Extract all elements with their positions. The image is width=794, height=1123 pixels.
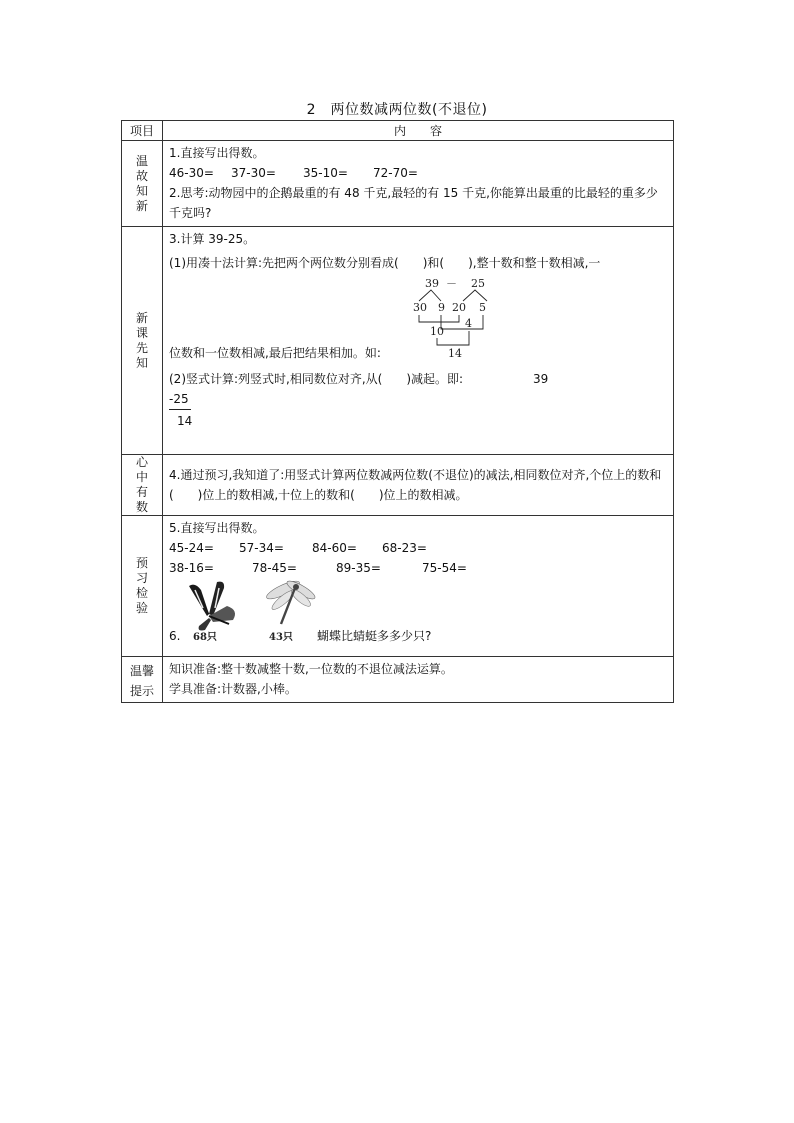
- page-title: 2 两位数减两位数(不退位): [306, 102, 488, 118]
- dragonfly-image: [261, 578, 321, 644]
- question-5: 5.直接写出得数。: [169, 521, 265, 535]
- equation: 89-35=: [336, 561, 381, 575]
- question-1-items: [169, 163, 669, 183]
- question-6-text: 蝴蝶比蜻蜓多多少只?: [317, 629, 432, 643]
- equation: 75-54=: [422, 561, 467, 575]
- question-5-row-1: [169, 538, 669, 558]
- vertical-bottom: -25: [169, 389, 191, 410]
- split-lines-right: [463, 290, 487, 301]
- question-3-part-1: (1)用凑十法计算:先把两个两位数分别看成( )和( ),整十数和整十数相减,一: [169, 256, 601, 270]
- section-preview: [122, 227, 674, 455]
- vertical-result: 14: [177, 414, 193, 428]
- section-tips: [122, 657, 674, 703]
- equation: 35-10=: [303, 166, 348, 180]
- equation: 57-34=: [239, 541, 284, 555]
- question-3-part-2: [169, 369, 669, 389]
- question-1: 1.直接写出得数。: [169, 146, 265, 160]
- header-row: [122, 121, 674, 141]
- section-review: [122, 141, 674, 227]
- dragonfly-count: 43只: [269, 632, 293, 643]
- dragonfly-icon: [265, 578, 318, 624]
- diagram-ones-result: 4: [465, 317, 472, 330]
- section-label-tips: 温馨 提示: [129, 663, 154, 698]
- header-content: 内 容: [163, 121, 674, 141]
- diagram-ones-left: 9: [438, 301, 445, 314]
- equation: 37-30=: [231, 166, 276, 180]
- section-label-review: 温故知新: [135, 153, 148, 213]
- diagram-ones-right: 5: [479, 301, 486, 314]
- vertical-top: 39: [533, 372, 549, 386]
- equation: 45-24=: [169, 541, 214, 555]
- diagram-tens-right: 20: [452, 301, 466, 314]
- diagram-tens-result: 10: [430, 325, 444, 338]
- header-item: 项目: [122, 121, 163, 141]
- equation: 72-70=: [373, 166, 418, 180]
- question-4: 4.通过预习,我知道了:用竖式计算两位数减两位数(不退位)的减法,相同数位对齐,个位上的数和( )位上的数相减,十位上的数和( )位上的数相减。: [169, 467, 662, 502]
- diagram-subtrahend: 25: [471, 277, 485, 290]
- split-diagram: [409, 275, 509, 365]
- question-6-number: 6.: [169, 629, 181, 643]
- equation: 68-23=: [382, 541, 427, 555]
- question-3: 3.计算 39-25。: [169, 232, 256, 246]
- section-summary-content: [163, 455, 674, 516]
- question-6: [169, 578, 669, 648]
- question-3-part-2-text: (2)竖式计算:列竖式时,相同数位对齐,从( )减起。即:: [169, 372, 464, 386]
- equation: 46-30=: [169, 166, 214, 180]
- section-review-content: [163, 141, 674, 227]
- equation: 78-45=: [252, 561, 297, 575]
- question-2: 2.思考:动物园中的企鹅最重的有 48 千克,最轻的有 15 千克,你能算出最重的比最轻的重多少千克吗?: [169, 186, 658, 220]
- diagram-final: 14: [448, 347, 462, 360]
- diagram-tens-left: 30: [413, 301, 427, 314]
- diagram-minuend: 39: [425, 277, 439, 290]
- section-label-summary: 心中有数: [135, 455, 148, 514]
- section-label-check: 预习检验: [135, 556, 148, 615]
- equation: 38-16=: [169, 561, 214, 575]
- section-label-preview: 新课先知: [135, 310, 148, 370]
- tip-tools: 学具准备:计数器,小棒。: [169, 682, 297, 696]
- diagram-minus: －: [446, 277, 457, 290]
- question-3-part-1-cont: 位数和一位数相减,最后把结果相加。如:: [169, 346, 381, 360]
- section-summary: [122, 455, 674, 516]
- lesson-table: [121, 120, 674, 703]
- split-lines-left: [419, 290, 441, 301]
- section-tips-content: [163, 657, 674, 703]
- butterfly-image: [169, 578, 259, 644]
- question-5-row-2: [169, 558, 669, 578]
- section-check: [122, 516, 674, 657]
- vertical-calc: [169, 389, 669, 451]
- tens-bracket: [419, 315, 459, 322]
- section-preview-content: [163, 227, 674, 455]
- butterfly-count: 68只: [193, 632, 217, 643]
- tip-knowledge: 知识准备:整十数减整十数,一位数的不退位减法运算。: [169, 662, 453, 676]
- make-ten-diagram: [169, 275, 669, 365]
- equation: 84-60=: [312, 541, 357, 555]
- section-check-content: [163, 516, 674, 657]
- butterfly-icon: [189, 582, 235, 631]
